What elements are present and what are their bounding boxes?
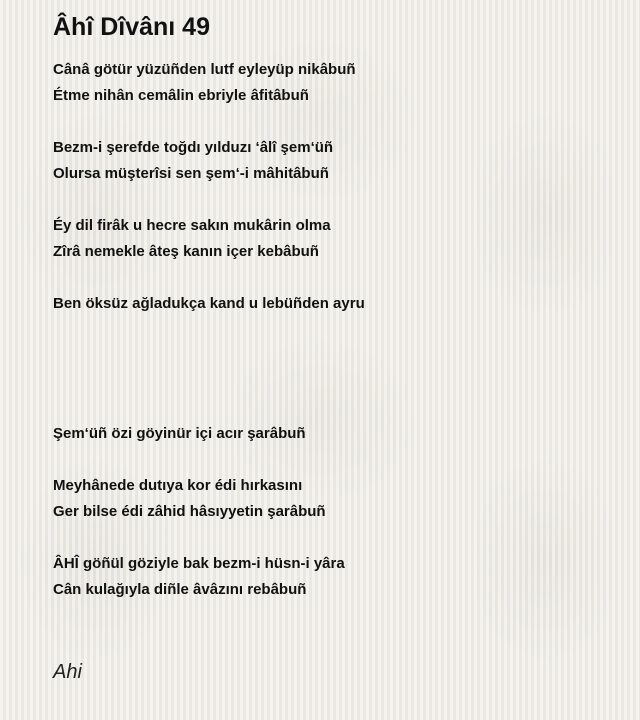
stanza-break xyxy=(53,525,613,551)
poem-line: Şem‘üñ özi göyinür içi acır şarâbuñ xyxy=(53,425,306,442)
poem-body xyxy=(53,57,613,603)
poem-line: Zîrâ nemekle âteş kanın içer kebâbuñ xyxy=(53,243,319,260)
poem-line: Olursa müşterîsi sen şem‘-i mâhitâbuñ xyxy=(53,165,329,182)
poem-line: ÂHÎ göñül göziyle bak bezm-i hüsn-i yâra xyxy=(53,555,345,572)
stanza-break xyxy=(53,265,613,291)
stanza-3 xyxy=(53,213,613,265)
stanza-4 xyxy=(53,291,613,447)
poem-author: Ahi xyxy=(53,661,82,683)
poem-page xyxy=(53,12,613,603)
poem-line: Meyhânede dutıya kor édi hırkasını xyxy=(53,477,303,494)
stanza-1 xyxy=(53,57,613,109)
stanza-break xyxy=(53,187,613,213)
poem-title: Âhî Dîvânı 49 xyxy=(53,13,210,41)
ad-gap xyxy=(53,317,613,343)
poem-line: Ger bilse édi zâhid hâsıyyetin şarâbuñ xyxy=(53,503,326,520)
ad-gap xyxy=(53,343,613,369)
poem-line: Bezm-i şerefde toğdı yılduzı ‘âlî şem‘üñ xyxy=(53,139,334,156)
poem-line: Cân kulağıyla diñle âvâzını rebâbuñ xyxy=(53,581,307,598)
ad-gap xyxy=(53,395,613,421)
stanza-2 xyxy=(53,135,613,187)
stanza-5 xyxy=(53,473,613,525)
stanza-break xyxy=(53,109,613,135)
poem-line: Ben öksüz ağladukça kand u lebüñden ayru xyxy=(53,295,365,312)
stanza-6 xyxy=(53,551,613,603)
stanza-break xyxy=(53,447,613,473)
poem-line: Éy dil firâk u hecre sakın mukârin olma xyxy=(53,217,331,234)
poem-line: Cânâ götür yüzüñden lutf eyleyüp nikâbuñ xyxy=(53,61,356,78)
ad-gap xyxy=(53,369,613,395)
poem-line: Étme nihân cemâlin ebriyle âfitâbuñ xyxy=(53,87,309,104)
